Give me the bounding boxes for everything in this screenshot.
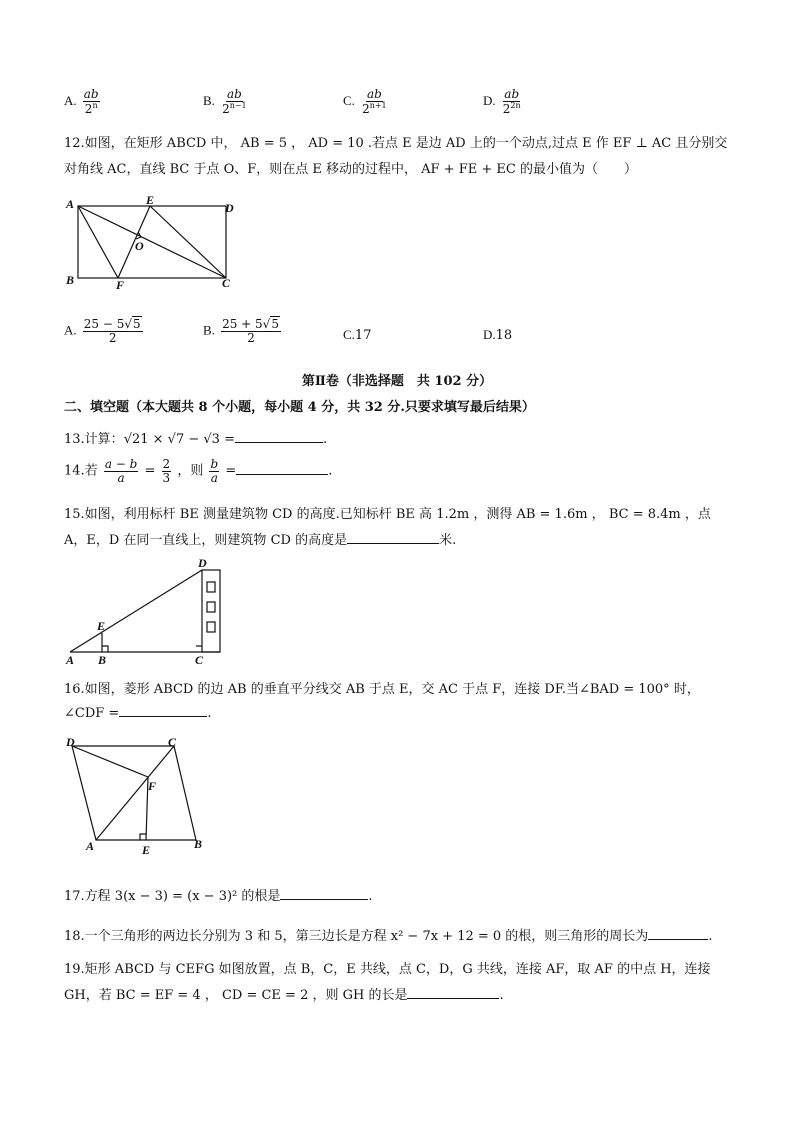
q11-option-a: A. $\frac{ab}{2^n}$: [64, 87, 99, 116]
q12-option-a: A. $\frac{25 - 5√5}{2}$: [64, 317, 141, 345]
fraction: $\frac{ab}{2^{n-1}}$: [222, 87, 247, 116]
segment-ec: [150, 206, 226, 278]
label-c: C: [222, 276, 231, 290]
window: [207, 602, 215, 612]
window: [207, 582, 215, 592]
q19-line2: GH，若 BC = EF = 4 ， CD = CE = 2 ，则 GH 的长是 .: [64, 988, 504, 1003]
q13: 13.计算：√21 × √7 − √3 = .: [64, 432, 328, 447]
answer-blank[interactable]: [119, 704, 207, 717]
q11-option-d: D. $\frac{ab}{2^{2n}}$: [483, 87, 521, 116]
segment-ef: [118, 206, 150, 278]
window: [207, 622, 215, 632]
section2-title: 二、填空题（本大题共 8 个小题，每小题 4 分，共 32 分.只要求填写最后结果）: [64, 400, 535, 415]
label-b: B: [194, 837, 203, 851]
answer-blank[interactable]: [280, 887, 368, 900]
right-angle-mark: [102, 646, 108, 652]
q15-line1: 15.如图，利用标杆 BE 测量建筑物 CD 的高度.已知标杆 BE 高 1.2m ，测得 AB = 1.6m ， BC = 8.4m ，点: [64, 507, 711, 522]
answer-blank[interactable]: [407, 986, 499, 999]
label-o: O: [135, 239, 144, 253]
q12-line1: 12.如图，在矩形 ABCD 中， AB = 5 ， AD = 10 .若点 E 是边 AD 上的一个动点,过点 E 作 EF ⊥ AC 且分别交: [64, 136, 728, 151]
q12-option-d: D.18: [483, 327, 513, 343]
label-a: A: [66, 197, 75, 211]
q16-figure: [62, 734, 212, 858]
label-d: D: [225, 201, 234, 215]
fraction: $\frac{ab}{2^{2n}}$: [502, 87, 521, 116]
q17: 17.方程 3(x − 3) = (x − 3)² 的根是 .: [64, 889, 373, 904]
label-e: E: [97, 619, 106, 633]
q12-option-c: C.17: [343, 327, 372, 343]
label-d: D: [66, 735, 75, 749]
sight-line: [70, 570, 202, 652]
answer-blank[interactable]: [648, 927, 708, 940]
q11-option-c: C. $\frac{ab}{2^{n+1}}$: [343, 87, 387, 116]
label-a: A: [86, 839, 95, 853]
fraction: $\frac{ab}{2^{n+1}}$: [362, 87, 387, 116]
label-b: B: [66, 273, 75, 287]
label-c: C: [168, 735, 177, 749]
label-b: B: [98, 653, 107, 667]
q14: 14.若 $\frac{a - b}{a}$ = $\frac{2}{3}$ ，则 $\frac{b}{a}$ = .: [64, 457, 333, 485]
segment-df: [72, 746, 148, 777]
answer-blank[interactable]: [347, 531, 439, 544]
segment-af: [78, 206, 118, 278]
q19-line1: 19.矩形 ABCD 与 CEFG 如图放置，点 B，C，E 共线，点 C，D，G 共线，连接 AF，取 AF 的中点 H，连接: [64, 962, 711, 977]
q15-figure: [62, 556, 228, 668]
part2-title: 第Ⅱ卷（非选择题 共 102 分）: [301, 374, 493, 389]
q18: 18.一个三角形的两边长分别为 3 和 5，第三边长是方程 x² − 7x + 12 = 0 的根，则三角形的周长为 .: [64, 929, 713, 944]
rhombus-abcd: [72, 746, 196, 840]
q11-option-b: B. $\frac{ab}{2^{n-1}}$: [203, 87, 247, 116]
answer-blank[interactable]: [235, 430, 323, 443]
label-c: C: [195, 653, 204, 667]
label-e: E: [142, 843, 151, 857]
label-e: E: [146, 193, 155, 207]
label-d: D: [198, 556, 207, 570]
label-a: A: [66, 653, 75, 667]
q16-line2: ∠CDF = .: [64, 706, 212, 721]
q12-option-b: B. $\frac{25 + 5√5}{2}$: [203, 317, 279, 345]
answer-blank[interactable]: [236, 462, 328, 475]
fraction: $\frac{ab}{2^n}$: [83, 87, 99, 116]
label-f: F: [116, 278, 125, 292]
q12-figure: [60, 190, 240, 292]
label-f: F: [148, 779, 157, 793]
diagonal-ac: [78, 206, 226, 278]
q15-line2: A，E，D 在同一直线上，则建筑物 CD 的高度是 米.: [64, 533, 457, 548]
right-angle-mark: [140, 834, 146, 840]
q16-line1: 16.如图，菱形 ABCD 的边 AB 的垂直平分线交 AB 于点 E，交 AC 于点 F，连接 DF.当∠BAD = 100° 时，: [64, 682, 700, 697]
q12-line2: 对角线 AC，直线 BC 于点 O、F，则在点 E 移动的过程中， AF + FE + EC 的最小值为（ ）: [64, 162, 637, 177]
